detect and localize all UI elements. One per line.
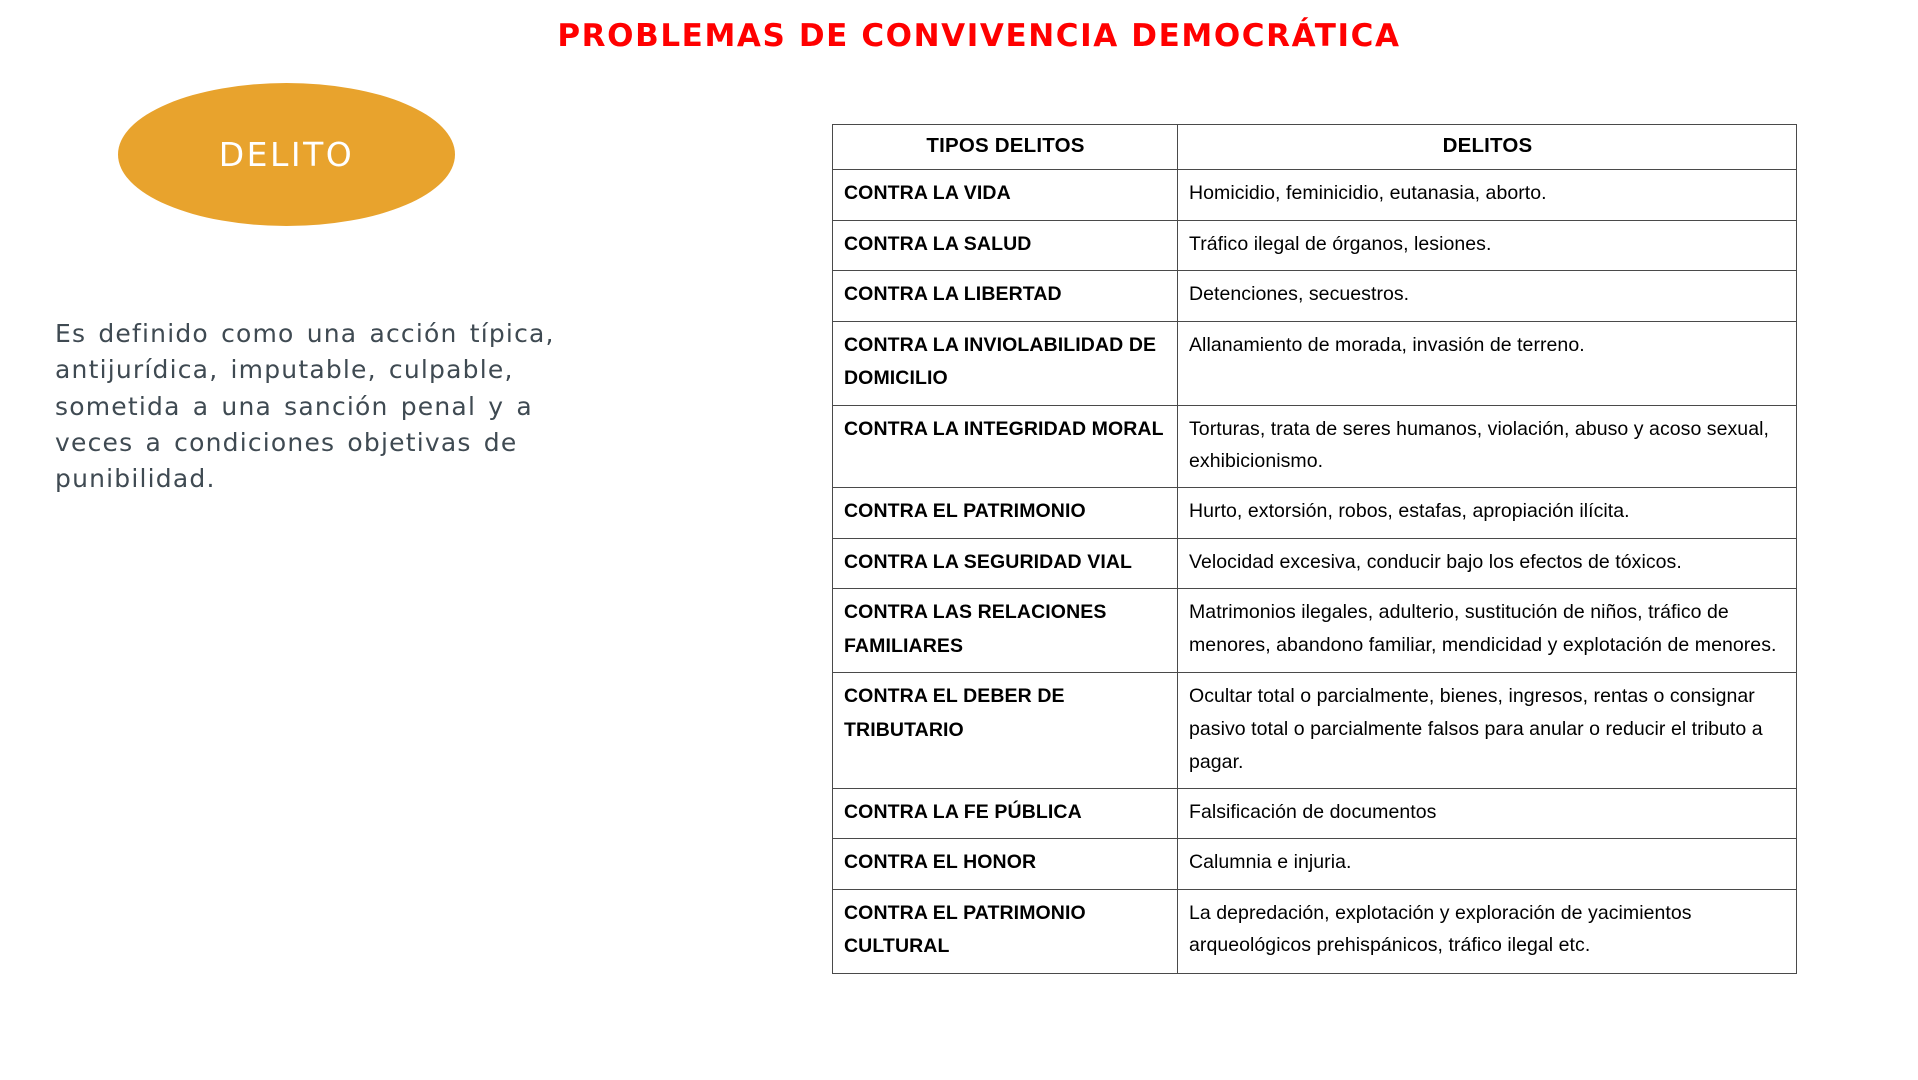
column-header-tipos-delitos: TIPOS DELITOS <box>833 125 1178 170</box>
cell-delitos: Velocidad excesiva, conducir bajo los efectos de tóxicos. <box>1178 538 1797 589</box>
cell-tipo: CONTRA LA SEGURIDAD VIAL <box>833 538 1178 589</box>
delitos-table-container <box>832 124 1796 974</box>
cell-tipo: CONTRA EL PATRIMONIO <box>833 488 1178 539</box>
cell-delitos: Torturas, trata de seres humanos, violación, abuso y acoso sexual, exhibicionismo. <box>1178 405 1797 488</box>
cell-tipo: CONTRA LA FE PÚBLICA <box>833 788 1178 839</box>
cell-delitos: Detenciones, secuestros. <box>1178 271 1797 322</box>
table-row <box>833 220 1797 271</box>
cell-delitos: Matrimonios ilegales, adulterio, sustitución de niños, tráfico de menores, abandono familiar, mendicidad y explotación de menores. <box>1178 589 1797 673</box>
cell-delitos: Ocultar total o parcialmente, bienes, ingresos, rentas o consignar pasivo total o parcialmente falsos para anular o reducir el tributo a pagar. <box>1178 673 1797 788</box>
cell-delitos: Falsificación de documentos <box>1178 788 1797 839</box>
cell-tipo: CONTRA EL DEBER DE TRIBUTARIO <box>833 673 1178 788</box>
table-row <box>833 839 1797 890</box>
concept-ellipse <box>118 83 455 226</box>
ellipse-shape <box>118 83 455 226</box>
table-header-row <box>833 125 1797 170</box>
cell-tipo: CONTRA LA INVIOLABILIDAD DE DOMICILIO <box>833 321 1178 405</box>
cell-tipo: CONTRA LAS RELACIONES FAMILIARES <box>833 589 1178 673</box>
cell-tipo: CONTRA EL PATRIMONIO CULTURAL <box>833 889 1178 973</box>
cell-delitos: Tráfico ilegal de órganos, lesiones. <box>1178 220 1797 271</box>
delitos-table <box>832 124 1797 974</box>
table-row <box>833 889 1797 973</box>
table-row <box>833 589 1797 673</box>
table-row <box>833 321 1797 405</box>
cell-delitos: La depredación, explotación y exploración de yacimientos arqueológicos prehispánicos, tráfico ilegal etc. <box>1178 889 1797 973</box>
ellipse-label: DELITO <box>218 135 355 174</box>
cell-tipo: CONTRA LA SALUD <box>833 220 1178 271</box>
table-row <box>833 788 1797 839</box>
cell-tipo: CONTRA LA VIDA <box>833 170 1178 221</box>
column-header-delitos: DELITOS <box>1178 125 1797 170</box>
definition-text: Es definido como una acción típica, antijurídica, imputable, culpable, sometida a una sanción penal y a veces a condiciones objetivas de punibilidad. <box>55 319 555 493</box>
cell-tipo: CONTRA LA INTEGRIDAD MORAL <box>833 405 1178 488</box>
table-row <box>833 538 1797 589</box>
cell-delitos: Allanamiento de morada, invasión de terreno. <box>1178 321 1797 405</box>
table-row <box>833 271 1797 322</box>
table-row <box>833 673 1797 788</box>
page-title: PROBLEMAS DE CONVIVENCIA DEMOCRÁTICA <box>557 18 1401 54</box>
cell-delitos: Hurto, extorsión, robos, estafas, apropiación ilícita. <box>1178 488 1797 539</box>
table-row <box>833 405 1797 488</box>
table-row <box>833 488 1797 539</box>
table-row <box>833 170 1797 221</box>
cell-tipo: CONTRA LA LIBERTAD <box>833 271 1178 322</box>
cell-delitos: Homicidio, feminicidio, eutanasia, aborto. <box>1178 170 1797 221</box>
cell-tipo: CONTRA EL HONOR <box>833 839 1178 890</box>
cell-delitos: Calumnia e injuria. <box>1178 839 1797 890</box>
